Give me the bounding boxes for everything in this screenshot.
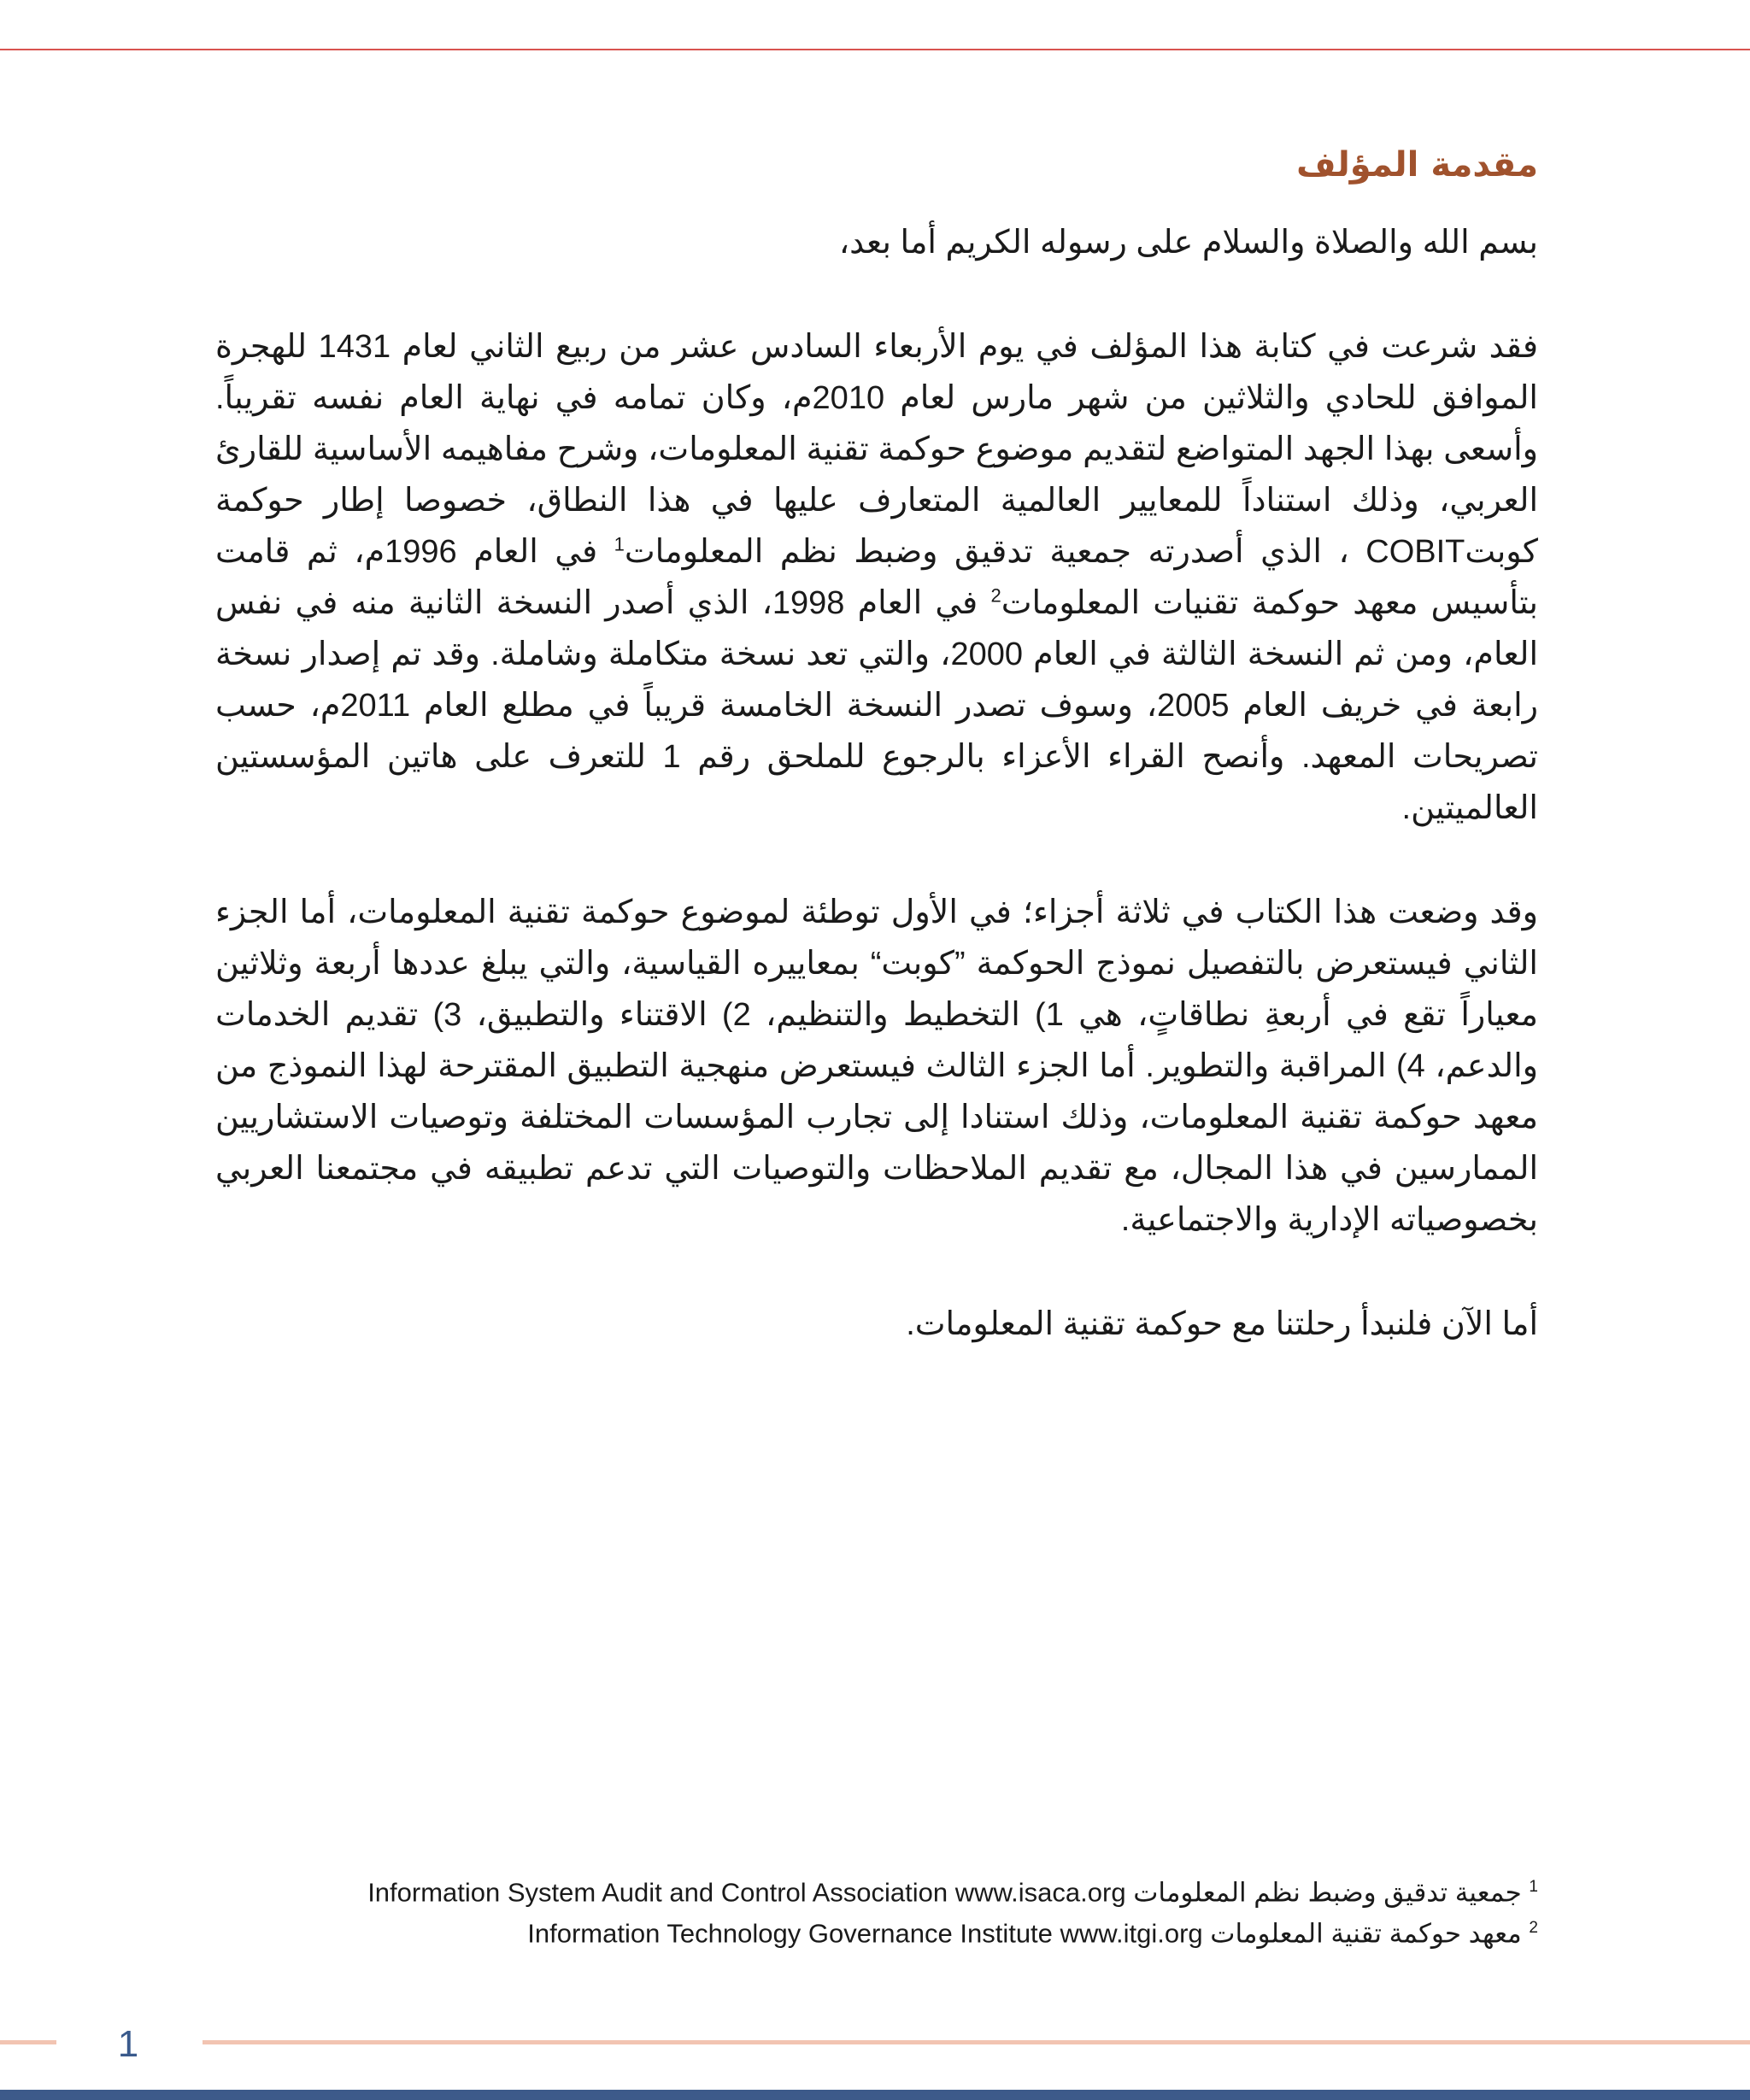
- paragraph-2: وقد وضعت هذا الكتاب في ثلاثة أجزاء؛ في الأول توطئة لموضوع حوكمة تقنية المعلومات، أما الجزء الثاني فيستعرض بالتفصيل نموذج الحوكمة ”كوبت“ بمعاييره القياسية، والتي يبلغ عددها أربعة وثلاثين معياراً تقع في أربعةِ نطاقاتٍ، هي 1) التخطيط والتنظيم، 2) الاقتناء والتطبيق، 3) تقديم الخدمات والدعم، 4) المراقبة والتطوير. أما الجزء الثالث فيستعرض منهجية التطبيق المقترحة لهذا النموذج من معهد حوكمة تقنية المعلومات، وذلك استنادا إلى تجارب المؤسسات المختلفة وتوصيات الاستشاريين الممارسين في هذا المجال، مع تقديم الملاحظات والتوصيات التي تدعم تطبيقه في مجتمعنا العربي بخصوصياته الإدارية والاجتماعية.: [215, 895, 1539, 1238]
- footer-band: [0, 2090, 1750, 2100]
- paragraph-1-part-3: في العام 1998، الذي أصدر النسخة الثانية منه في نفس العام، ومن ثم النسخة الثالثة في العام 2000، والتي تعد نسخة متكاملة وشاملة. وقد تم إصدار نسخة رابعة في خريف العام 2005، وسوف تصدر النسخة الخامسة قريباً في مطلع العام 2011م، حسب تصريحات المعهد. وأنصح القراء الأعزاء بالرجوع للملحق رقم 1 للتعرف على هاتين المؤسستين العالميتين.: [215, 585, 1539, 826]
- footer-rule-right: [203, 2040, 1750, 2044]
- footnote-1-mark: 1: [1529, 1878, 1538, 1896]
- footnote-1: [215, 1869, 1538, 1910]
- footnote-1-english: Information System Audit and Control Association www.isaca.org: [367, 1877, 1126, 1908]
- footer-rule-left: [0, 2040, 56, 2044]
- footnote-2-mark: 2: [1529, 1919, 1538, 1938]
- footnotes: [215, 1869, 1538, 1952]
- paragraph-1-part-2: في العام 1996م، ثم قامت بتأسيس معهد حوكمة تقنيات المعلومات: [215, 534, 1538, 621]
- opening-line: بسم الله والصلاة والسلام على رسوله الكريم أما بعد،: [838, 225, 1538, 261]
- footnote-1-arabic: جمعية تدقيق وضبط نظم المعلومات: [1133, 1877, 1522, 1908]
- footnote-ref-1: 1: [614, 533, 625, 555]
- footnote-2: [215, 1910, 1538, 1951]
- paragraph-1: [215, 321, 1538, 834]
- closing-line: أما الآن فلنبدأ رحلتنا مع حوكمة تقنية المعلومات.: [906, 1306, 1538, 1342]
- page-number: 1: [117, 2023, 139, 2065]
- header-rule: [0, 49, 1750, 50]
- footnote-ref-2: 2: [990, 584, 1001, 607]
- document-body: [215, 145, 1538, 1403]
- footnote-2-english: Information Technology Governance Institute www.itgi.org: [527, 1918, 1203, 1949]
- paragraph-1-part-1: فقد شرعت في كتابة هذا المؤلف في يوم الأربعاء السادس عشر من ربيع الثاني لعام 1431 للهجرة الموافق للحادي والثلاثين من شهر مارس لعام 2010م، وكان تمامه في نهاية العام نفسه تقريباً. وأسعى بهذا الجهد المتواضع لتقديم موضوع حوكمة تقنية المعلومات، وشرح مفاهيمه الأساسية للقارئ العربي، وذلك استناداً للمعايير العالمية المتعارف عليها في هذا النطاق، خصوصا إطار حوكمة كوبتCOBIT ، الذي أصدرته جمعية تدقيق وضبط نظم المعلومات: [215, 329, 1539, 570]
- footnote-2-arabic: معهد حوكمة تقنية المعلومات: [1210, 1918, 1522, 1949]
- page-title: مقدمة المؤلف: [1296, 145, 1538, 185]
